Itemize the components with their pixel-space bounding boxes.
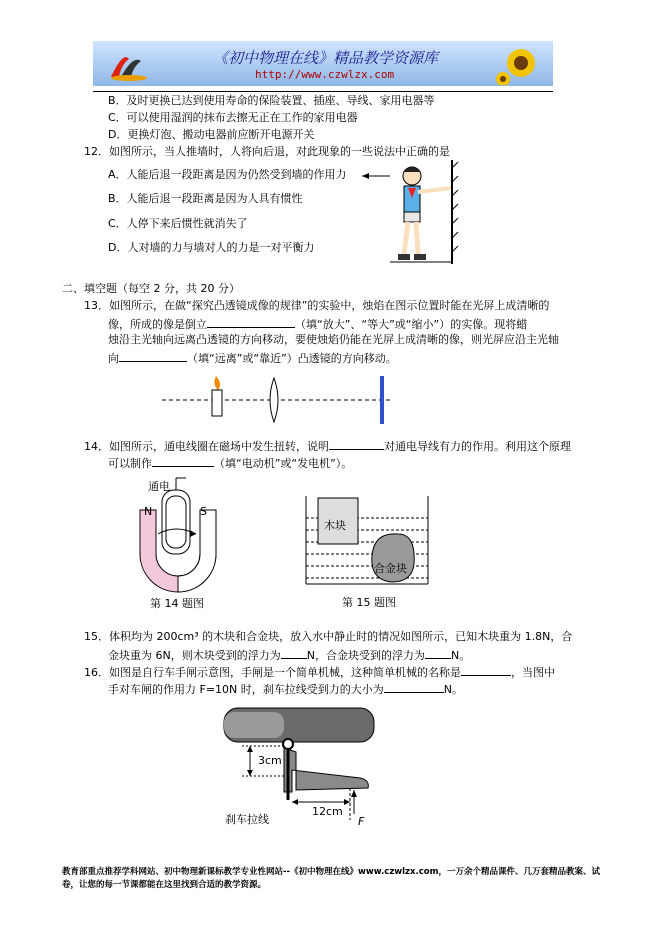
fig16-force-label: F — [358, 815, 365, 828]
figure-15-water-tank — [300, 494, 434, 590]
pivot-icon — [283, 739, 293, 749]
section-heading: 二、填空题（每空 2 分，共 20 分） — [62, 282, 240, 295]
q14-blank-2[interactable] — [152, 455, 214, 467]
header-banner — [93, 41, 553, 86]
q12-stem: 12．如图所示，当人推墙时，人将向后退，对此现象的一些说法中正确的是 — [84, 145, 450, 158]
fig16-cable-label: 刹车拉线 — [225, 813, 269, 826]
fig15-wood-label: 木块 — [324, 519, 346, 532]
person-pushing-wall-figure — [360, 158, 460, 268]
page-footer: 教育部重点推荐学科网站、初中物理新课标教学专业性网站--《初中物理在线》www.czwlzx.com，一万余个精品课件、几万套精品教案、试卷，让您的每一节课都能在这里找到合适的教学资源。 — [62, 867, 600, 890]
q13-blank-1[interactable] — [207, 316, 295, 328]
q14-line2: 可以制作 （填“电动机”或“发电机”）。 — [108, 457, 353, 470]
q15-line1: 15．体积均为 200cm³ 的木块和合金块，放入水中静止时的情况如图所示，已知木块重为 1.8N，合 — [84, 630, 573, 643]
fig14-current-label: 通电 — [148, 480, 170, 493]
header-rule — [93, 91, 553, 92]
prev-option-d: D．更换灯泡、搬动电器前应断开电源开关 — [108, 128, 315, 141]
fig14-south-label: S — [200, 505, 207, 518]
sunflower-icon — [493, 43, 551, 85]
q13-line3: 烛沿主光轴向远离凸透镜的方向移动，要使烛焰仍能在光屏上成清晰的像，则光屏应沿主光轴 — [108, 333, 559, 346]
fig15-alloy-label: 合金块 — [374, 562, 407, 575]
candle-icon — [212, 390, 222, 416]
q13-line2: 像，所成的像是倒立 （填“放大”、“等大”或“缩小”）的实像。现将蜡 — [108, 318, 528, 331]
figure-14-magnet — [128, 474, 228, 594]
q16-line1: 16．如图是自行车手闸示意图，手闸是一个简单机械，这种简单机械的名称是 ，当图中 — [84, 666, 555, 679]
fig15-caption: 第 15 题图 — [342, 596, 396, 609]
q13-line4: 向 （填“远离”或“靠近”）凸透镜的方向移动。 — [108, 352, 397, 365]
q15-blank-1[interactable] — [281, 647, 307, 659]
brake-lever-icon — [284, 748, 368, 792]
q12-option-b: B．人能后退一段距离是因为人具有惯性 — [108, 192, 303, 205]
q12-option-d: D．人对墙的力与墙对人的力是一对平衡力 — [108, 241, 315, 254]
q15-blank-2[interactable] — [425, 647, 451, 659]
q12-option-a: A．人能后退一段距离是因为仍然受到墙的作用力 — [108, 168, 347, 181]
flame-icon — [214, 376, 220, 390]
fig14-north-label: N — [144, 505, 153, 518]
q16-line2: 手对车闸的作用力 F=10N 时，刹车拉线受到力的大小为 N。 — [108, 683, 463, 696]
banner-url[interactable]: http://www.czwlzx.com — [255, 68, 395, 81]
fig16-12cm-label: 12cm — [312, 805, 343, 818]
lens-experiment-figure — [158, 372, 398, 430]
q16-blank-2[interactable] — [384, 681, 444, 693]
q14-line1: 14．如图所示，通电线圈在磁场中发生扭转，说明 对通电导线有力的作用。利用这个原理 — [84, 440, 571, 453]
prev-option-c: C．可以使用湿润的抹布去擦无正在工作的家用电器 — [108, 111, 358, 124]
convex-lens-icon — [270, 378, 278, 422]
q15-line2: 金块重为 6N，则木块受到的浮力为 N，合金块受到的浮力为 N。 — [108, 649, 471, 662]
fig16-3cm-label: 3cm — [258, 754, 282, 767]
prev-option-b: B．及时更换已达到使用寿命的保险装置、插座、导线、家用电器等 — [108, 94, 435, 107]
q13-blank-2[interactable] — [119, 350, 187, 362]
q16-blank-1[interactable] — [461, 664, 511, 676]
banner-title: 《初中物理在线》精品教学资源库 — [213, 49, 439, 67]
q14-blank-1[interactable] — [329, 438, 384, 450]
q13-line1: 13．如图所示，在做“探究凸透镜成像的规律”的实验中，烛焰在图示位置时能在光屏上成清晰的 — [84, 299, 550, 312]
fig14-caption: 第 14 题图 — [150, 597, 204, 610]
q12-option-c: C．人停下来后惯性就消失了 — [108, 217, 248, 230]
logo-icon — [107, 47, 151, 81]
